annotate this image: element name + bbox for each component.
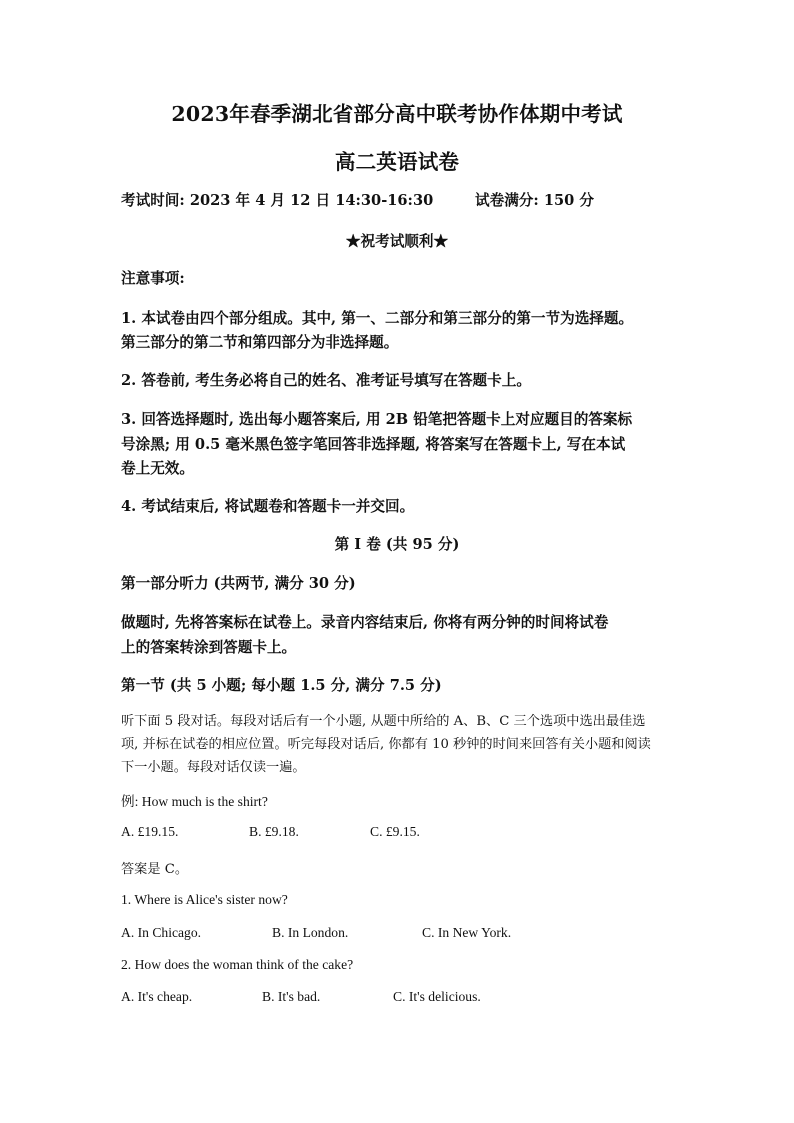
question-2-option-a: A. It's cheap. [121,989,193,1004]
question-1-text: 1. Where is Alice's sister now? [121,892,288,907]
note-item-4: 4. 考试结束后, 将试题卷和答题卡一并交回。 [121,498,415,515]
question-1-option-c: C. In New York. [422,925,512,940]
exam-title: 2023年春季湖北省部分高中联考协作体期中考试 [171,102,623,126]
note-item-1-line-2: 第三部分的第二节和第四部分为非选择题。 [121,334,399,351]
example-option-c: C. £9.15. [370,824,420,839]
exam-subtitle: 高二英语试卷 [334,150,460,174]
exam-time: 考试时间: 2023 年 4 月 12 日 14:30-16:30 [121,192,434,209]
note-item-3-line-1: 3. 回答选择题时, 选出每小题答案后, 用 2B 铅笔把答题卡上对应题目的答案标 [121,411,633,428]
question-2-option-b: B. It's bad. [262,989,321,1004]
part1-heading: 第一部分听力 (共两节, 满分 30 分) [121,575,356,592]
notes-heading: 注意事项: [121,270,185,287]
part1-instruction-line-2: 上的答案转涂到答题卡上。 [121,639,297,656]
full-score: 试卷满分: 150 分 [475,192,594,209]
section1-heading: 第一节 (共 5 小题; 每小题 1.5 分, 满分 7.5 分) [121,677,442,694]
section1-desc-line-1: 听下面 5 段对话。每段对话后有一个小题, 从题中所给的 A、B、C 三个选项中选出最佳选 [121,714,646,729]
note-item-2: 2. 答卷前, 考生务必将自己的姓名、准考证号填写在答题卡上。 [121,372,531,389]
note-item-3-line-3: 卷上无效。 [121,460,194,477]
example-question: 例: How much is the shirt? [121,794,268,809]
section1-desc-line-2: 项, 并标在试卷的相应位置。听完每段对话后, 你都有 10 秒钟的时间来回答有关小题和阅读 [121,737,651,752]
part1-instruction-line-1: 做题时, 先将答案标在试卷上。录音内容结束后, 你将有两分钟的时间将试卷 [121,614,609,631]
note-item-3-line-2: 号涂黑; 用 0.5 毫米黑色签字笔回答非选择题, 将答案写在答题卡上, 写在本试 [121,436,626,453]
volume-heading: 第 I 卷 (共 95 分) [334,536,460,553]
note-item-1-line-1: 1. 本试卷由四个部分组成。其中, 第一、二部分和第三部分的第一节为选择题。 [121,310,634,327]
blessing-line: ★祝考试顺利★ [345,233,449,250]
example-option-a: A. £19.15. [121,824,179,839]
question-2-option-c: C. It's delicious. [393,989,481,1004]
question-1-option-a: A. In Chicago. [121,925,202,940]
question-2-text: 2. How does the woman think of the cake? [121,957,354,972]
example-answer: 答案是 C。 [121,862,189,877]
question-1-option-b: B. In London. [272,925,349,940]
example-option-b: B. £9.18. [249,824,299,839]
section1-desc-line-3: 下一小题。每段对话仅读一遍。 [121,760,306,775]
